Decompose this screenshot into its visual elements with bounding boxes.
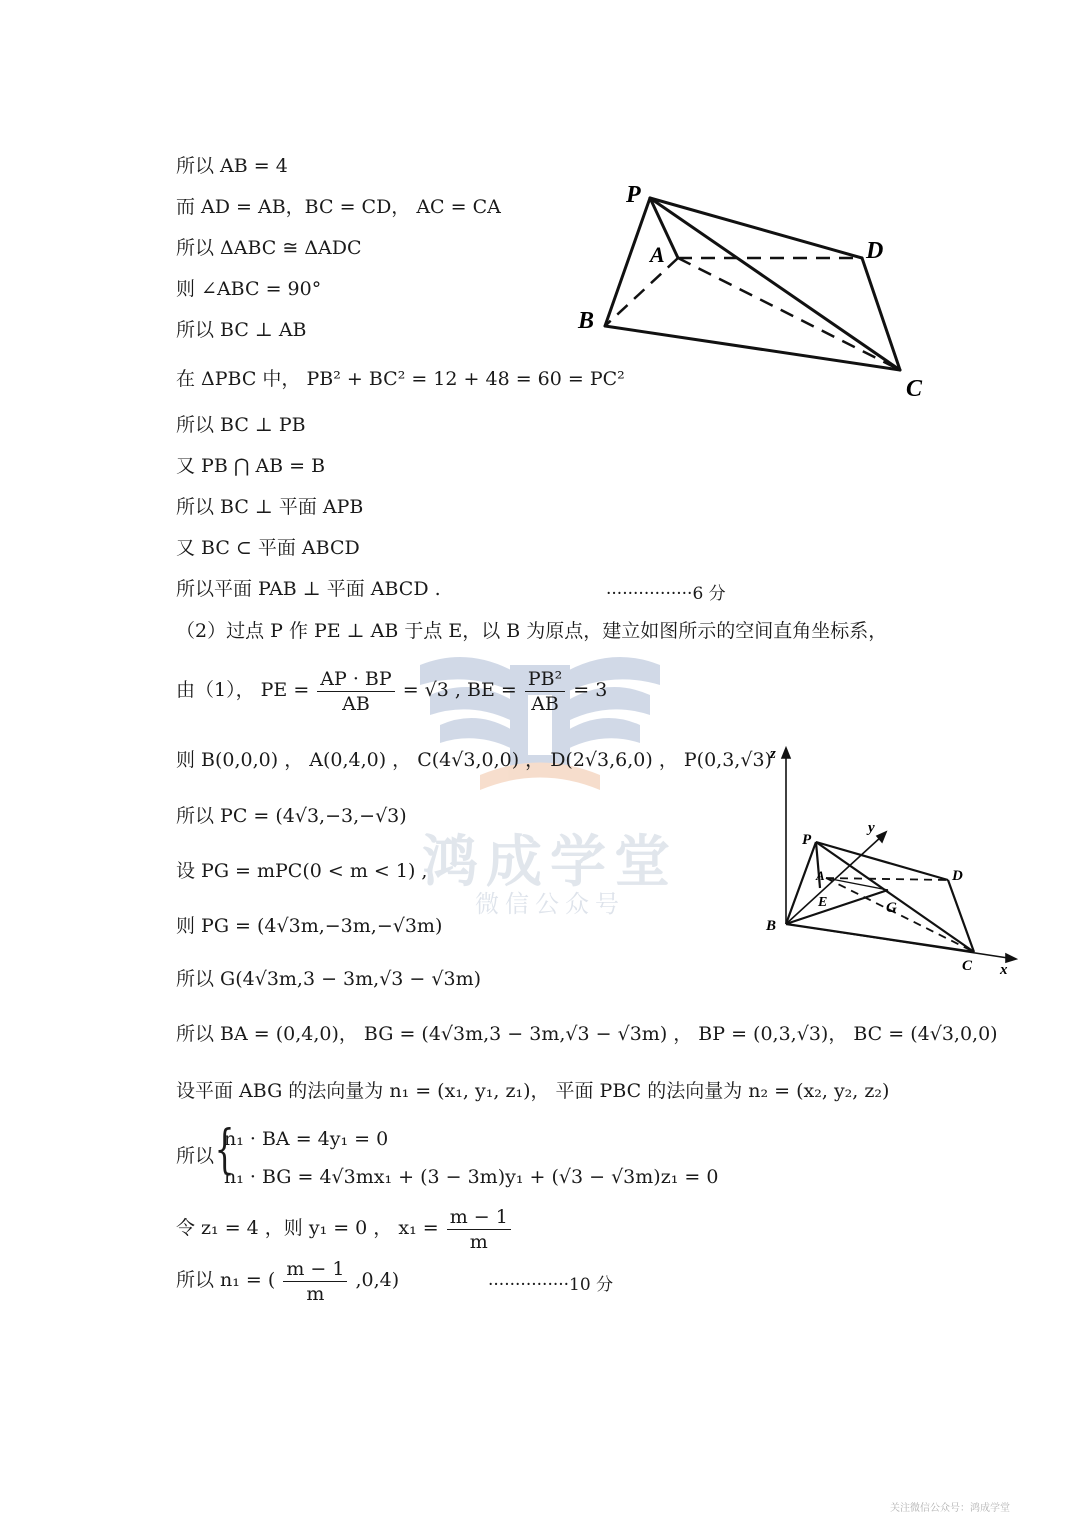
label-c: C — [906, 376, 923, 402]
label-z: z — [770, 746, 776, 762]
line-7: 所以 BC ⊥ PB — [176, 414, 306, 436]
line-10: 又 BC ⊂ 平面 ABCD — [176, 537, 360, 559]
edge-ad-2 — [826, 878, 948, 880]
edge-ag — [826, 878, 888, 890]
footer-caption: 关注微信公众号：鸿成学堂 — [890, 1503, 1010, 1514]
label-p-2: P — [802, 832, 812, 848]
line-23-a: 所以 n₁ = ( — [176, 1269, 276, 1291]
fraction-be-den: AB — [531, 692, 559, 715]
edge-pb — [605, 198, 650, 326]
line-4: 则 ∠ABC = 90° — [176, 278, 322, 300]
edge-pc-2 — [816, 842, 974, 952]
label-e: E — [818, 895, 828, 910]
axis-y-arrow — [877, 832, 886, 842]
label-d: D — [866, 238, 884, 264]
fraction-x1 — [447, 1205, 511, 1254]
axis-z-arrow — [782, 748, 790, 758]
label-d-2: D — [952, 868, 963, 884]
label-a-2: A — [816, 868, 825, 883]
axis-x-arrow — [1006, 954, 1016, 962]
edge-bg — [786, 890, 888, 924]
line-21-label: 所以 — [176, 1145, 215, 1167]
fraction-be-num: PB² — [525, 667, 565, 692]
line-20: 设平面 ABG 的法向量为 n₁ = (x₁, y₁, z₁)， 平面 PBC 的法向量为 n₂ = (x₂, y₂, z₂) — [176, 1080, 890, 1102]
line-8: 又 PB ⋂ AB = B — [176, 455, 326, 477]
line-17: 则 PG = (4√3m,−3m,−√3m) — [176, 915, 443, 937]
label-p: P — [626, 182, 641, 208]
line-23-b: ,0,4) — [355, 1269, 400, 1291]
line-11: 所以平面 PAB ⊥ 平面 ABCD . — [176, 578, 441, 600]
line-3: 所以 ΔABC ≅ ΔADC — [176, 237, 362, 259]
edge-pd-2 — [816, 842, 948, 880]
fraction-n1 — [283, 1257, 347, 1306]
line-9: 所以 BC ⊥ 平面 APB — [176, 496, 364, 518]
label-y: y — [868, 820, 875, 836]
label-b-2: B — [766, 918, 777, 934]
line-22-a: 令 z₁ = 4 ，则 y₁ = 0 ， x₁ = — [176, 1217, 439, 1239]
line-14: 则 B(0,0,0) ， A(0,4,0) ， C(4√3,0,0) ， D(2√3,6,0) ， P(0,3,√3) — [176, 749, 772, 771]
system-brace: { — [214, 1120, 235, 1180]
label-b: B — [578, 308, 595, 334]
fraction-be — [525, 667, 565, 716]
watermark-title: 鸿成学堂 — [422, 830, 678, 895]
score-10: ···············10 分 — [488, 1275, 614, 1295]
line-13-d: = √3 , BE = — [402, 679, 517, 701]
line-13 — [176, 665, 607, 716]
label-g: G — [886, 900, 897, 916]
label-a: A — [650, 242, 665, 267]
line-2: 而 AD = AB，BC = CD， AC = CA — [176, 196, 501, 218]
edge-pb-2 — [786, 842, 816, 924]
fraction-pe-num: AP · BP — [317, 667, 394, 692]
edge-pc — [650, 198, 900, 370]
line-6: 在 ΔPBC 中， PB² + BC² = 12 + 48 = 60 = PC² — [176, 368, 625, 390]
watermark-subtitle: 微信公众号 — [475, 890, 625, 918]
line-1: 所以 AB = 4 — [176, 155, 288, 177]
figure-pyramid — [570, 178, 940, 408]
line-13-g: = 3 — [573, 679, 608, 701]
fraction-n1-den: m — [306, 1282, 325, 1305]
edge-pd — [650, 198, 862, 258]
line-19: 所以 BA = (0,4,0)， BG = (4√3m,3 − 3m,√3 − √3m) ， BP = (0,3,√3)， BC = (4√3,0,0) — [176, 1023, 998, 1045]
line-18: 所以 G(4√3m,3 − 3m,√3 − √3m) — [176, 968, 482, 990]
equation-1: n₁ · BA = 4y₁ = 0 — [224, 1128, 389, 1150]
line-13-a: 由（1）， PE = — [176, 679, 310, 701]
line-5: 所以 BC ⊥ AB — [176, 319, 307, 341]
score-6: ················6 分 — [606, 584, 726, 604]
figure-coordinates — [760, 740, 1030, 990]
fraction-pe-den: AB — [342, 692, 370, 715]
line-23 — [176, 1255, 399, 1306]
line-22 — [176, 1203, 513, 1254]
fraction-n1-num: m − 1 — [283, 1257, 347, 1282]
label-c-2: C — [962, 958, 973, 974]
line-16: 设 PG = mPC(0 < m < 1) , — [176, 860, 428, 882]
line-12: （2）过点 P 作 PE ⊥ AB 于点 E，以 B 为原点，建立如图所示的空间直角坐标系， — [176, 620, 888, 642]
edge-bc — [605, 326, 900, 370]
fraction-pe — [317, 667, 394, 716]
equation-2: n₁ · BG = 4√3mx₁ + (3 − 3m)y₁ + (√3 − √3m)z₁ = 0 — [224, 1166, 719, 1188]
fraction-x1-den: m — [469, 1230, 488, 1253]
label-x: x — [1000, 962, 1008, 978]
line-15: 所以 PC = (4√3,−3,−√3) — [176, 805, 407, 827]
fraction-x1-num: m − 1 — [447, 1205, 511, 1230]
